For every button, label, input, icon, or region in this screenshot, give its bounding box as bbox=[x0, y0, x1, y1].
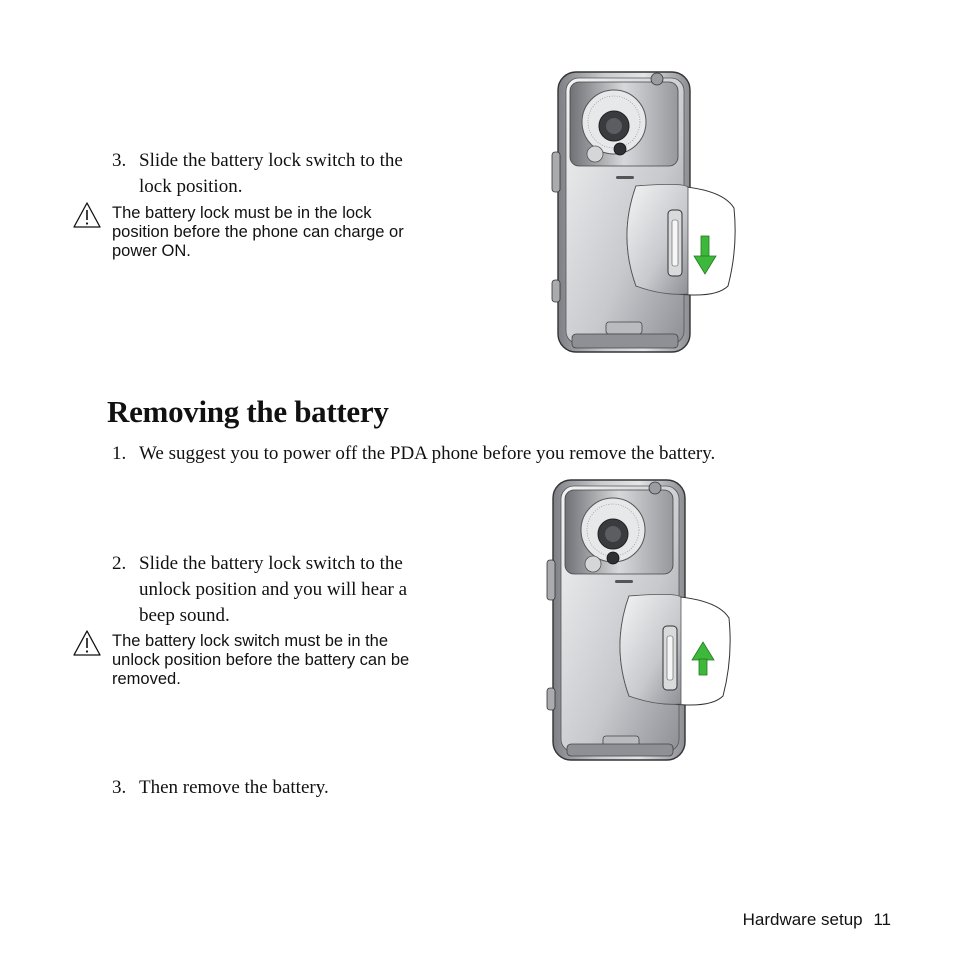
step-2-unlock bbox=[112, 551, 472, 631]
step-text-line1: Slide the battery lock switch to the bbox=[139, 553, 403, 574]
step-number: 1. bbox=[112, 443, 127, 464]
step-text-line3: beep sound. bbox=[139, 605, 230, 626]
step-number: 3. bbox=[112, 150, 127, 171]
unlock-note bbox=[112, 632, 482, 689]
phone-back-illustration-lock bbox=[548, 70, 748, 358]
step-text-line2: unlock position and you will hear a bbox=[139, 579, 408, 600]
note-line1: The battery lock switch must be in the bbox=[112, 632, 389, 650]
lock-note bbox=[112, 204, 472, 261]
step-3-remove bbox=[112, 775, 472, 803]
step-number: 2. bbox=[112, 553, 127, 574]
note-line2: unlock position before the battery can be bbox=[112, 651, 410, 669]
step-text-line1: Slide the battery lock switch to the bbox=[139, 150, 403, 171]
note-line3: removed. bbox=[112, 670, 181, 688]
step-text-line2: lock position. bbox=[139, 176, 243, 197]
phone-back-illustration-unlock bbox=[543, 478, 743, 766]
step-number: 3. bbox=[112, 777, 127, 798]
footer-section: Hardware setup bbox=[742, 910, 863, 929]
footer-page-number: 11 bbox=[873, 910, 891, 929]
section-heading: Removing the battery bbox=[107, 394, 389, 429]
warning-triangle-icon bbox=[72, 629, 102, 657]
step-1-power-off bbox=[112, 441, 832, 469]
note-line3: power ON. bbox=[112, 242, 191, 260]
step-text: We suggest you to power off the PDA phone before you remove the battery. bbox=[139, 443, 716, 464]
note-line2: position before the phone can charge or bbox=[112, 223, 404, 241]
warning-triangle-icon bbox=[72, 201, 102, 229]
step-text: Then remove the battery. bbox=[139, 777, 329, 798]
note-line1: The battery lock must be in the lock bbox=[112, 204, 372, 222]
page-footer bbox=[743, 910, 891, 930]
step-3-lock bbox=[112, 148, 472, 202]
